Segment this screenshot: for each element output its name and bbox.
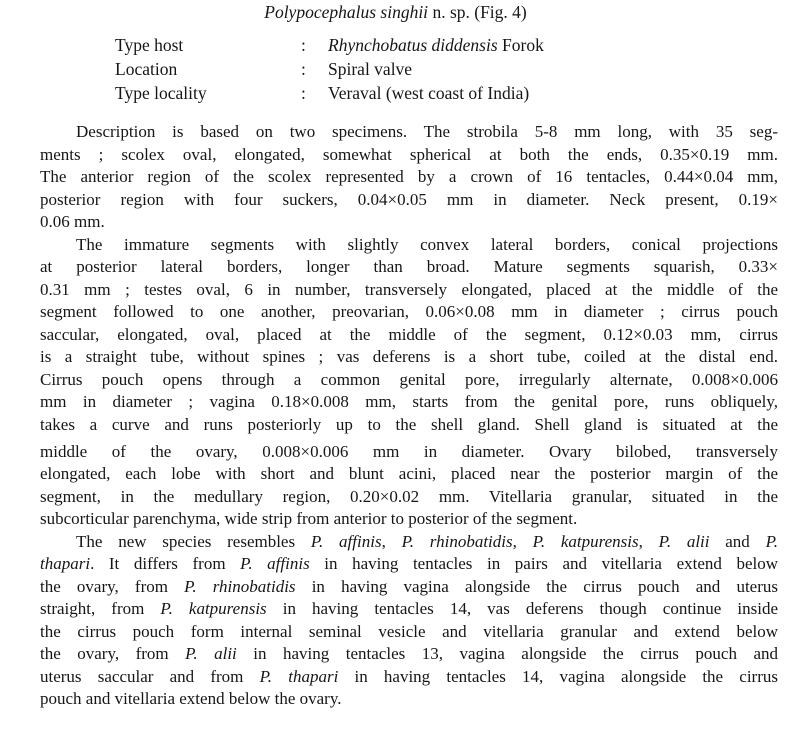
italic-taxon: P. affinis xyxy=(310,531,382,551)
text-line xyxy=(40,234,778,257)
host-author: Forok xyxy=(497,35,544,55)
location-row xyxy=(115,57,715,81)
text-line xyxy=(40,508,778,531)
heading-suffix: n. sp. (Fig. 4) xyxy=(428,2,527,22)
paragraph xyxy=(40,531,778,711)
type-host-row xyxy=(115,33,715,57)
text-segment: in having vagina alongside the cirrus pouch and uterus xyxy=(295,576,778,596)
type-locality-label: Type locality xyxy=(115,83,207,103)
text-segment: , xyxy=(638,531,659,551)
text-line xyxy=(40,391,778,414)
text-segment: segment followed to one another, preovarian, 0.06×0.08 mm in diameter ; cirrus pouch xyxy=(40,302,778,321)
text-line xyxy=(40,643,778,666)
text-segment: the cirrus pouch form internal seminal vesicle and vitellaria granular and extend below xyxy=(40,621,778,641)
italic-taxon: P. katpurensis xyxy=(160,599,267,618)
text-segment: The immature segments with slightly convex lateral borders, conical projections xyxy=(76,234,778,254)
host-species: Rhynchobatus diddensis xyxy=(328,35,498,55)
text-line xyxy=(40,301,778,324)
species-heading xyxy=(0,0,791,24)
text-line xyxy=(40,256,778,279)
text-segment: the ovary, from xyxy=(40,644,186,663)
text-segment: ments ; scolex oval, elongated, somewhat spherical at both the ends, 0.35×0.19 mm. xyxy=(40,144,778,164)
text-segment: Cirrus pouch opens through a common genital pore, irregularly alternate, 0.008×0.006 xyxy=(40,369,778,389)
italic-taxon: P. katpurensis xyxy=(532,531,639,551)
italic-taxon: P. alii xyxy=(185,644,237,663)
text-segment: straight, from xyxy=(40,599,161,618)
text-segment: , xyxy=(381,531,402,551)
text-line xyxy=(40,486,778,509)
text-segment: pouch and vitellaria extend below the ovary. xyxy=(40,689,342,708)
text-segment: the ovary, from xyxy=(40,576,185,596)
text-line xyxy=(40,553,778,576)
text-line xyxy=(40,531,778,554)
text-segment: 0.31 mm ; testes oval, 6 in number, transversely elongated, placed at the middle of the xyxy=(40,279,778,299)
text-line xyxy=(40,166,778,189)
text-line xyxy=(40,414,778,437)
text-segment: posterior region with four suckers, 0.04×0.05 mm in diameter. Neck present, 0.19× xyxy=(40,189,778,209)
species-name: Polypocephalus singhii xyxy=(264,2,429,22)
text-segment: 0.06 mm. xyxy=(40,212,105,231)
text-line xyxy=(40,324,778,347)
text-segment: The new species resembles xyxy=(76,531,311,551)
text-line xyxy=(40,688,778,711)
text-segment: in having tentacles 14, vagina alongside the cirrus xyxy=(338,666,778,686)
italic-taxon: P. affinis xyxy=(240,554,310,573)
text-line xyxy=(40,666,778,689)
colon: : xyxy=(301,83,306,103)
type-host-label: Type host xyxy=(115,35,184,55)
location-label: Location xyxy=(115,59,178,79)
text-line xyxy=(40,279,778,302)
text-segment: middle of the ovary, 0.008×0.006 mm in diameter. Ovary bilobed, transversely xyxy=(40,441,778,461)
text-segment: at posterior lateral borders, longer than broad. Mature segments squarish, 0.33× xyxy=(40,257,778,276)
text-line xyxy=(40,463,778,486)
text-line xyxy=(40,621,778,644)
italic-taxon: P. thapari xyxy=(259,666,339,686)
type-locality-value: Veraval (west coast of India) xyxy=(328,83,530,103)
text-segment: , xyxy=(512,531,533,551)
text-line xyxy=(40,369,778,392)
text-line xyxy=(40,441,778,464)
italic-taxon: P. rhinobatidis xyxy=(401,531,513,551)
text-segment: in having tentacles 13, vagina alongside the cirrus pouch and xyxy=(236,644,778,663)
text-segment: elongated, each lobe with short and blunt acini, placed near the posterior margin of the xyxy=(40,464,778,483)
italic-taxon: P. rhinobatidis xyxy=(184,576,296,596)
text-segment: and xyxy=(709,531,766,551)
text-segment: saccular, elongated, oval, placed at the middle of the segment, 0.12×0.03 mm, cirrus xyxy=(40,324,778,344)
text-segment: takes a curve and runs posteriorly up to the shell gland. Shell gland is situated at the xyxy=(40,414,778,434)
text-line xyxy=(40,144,778,167)
type-locality-row xyxy=(115,81,715,105)
text-segment: in having tentacles in pairs and vitellaria extend below xyxy=(309,554,778,573)
description-body xyxy=(40,121,778,711)
text-line xyxy=(40,189,778,212)
text-segment: segment, in the medullary region, 0.20×0.02 mm. Vitellaria granular, situated in the xyxy=(40,486,778,506)
location-value: Spiral valve xyxy=(328,59,413,79)
text-line xyxy=(40,211,778,234)
text-segment: mm in diameter ; vagina 0.18×0.008 mm, starts from the genital pore, runs obliquely, xyxy=(40,392,778,411)
paragraph xyxy=(40,121,778,234)
italic-taxon: P. alii xyxy=(658,531,710,551)
paragraph xyxy=(40,234,778,531)
text-segment: Description is based on two specimens. The strobila 5-8 mm long, with 35 seg- xyxy=(76,122,778,141)
italic-taxon: P. xyxy=(765,531,778,551)
text-line xyxy=(40,598,778,621)
italic-taxon: thapari xyxy=(40,554,91,573)
type-info-table xyxy=(115,33,715,105)
type-host-value xyxy=(328,33,544,57)
text-line xyxy=(40,576,778,599)
text-segment: The anterior region of the scolex represented by a crown of 16 tentacles, 0.44×0.04 mm, xyxy=(40,167,778,186)
text-segment: is a straight tube, without spines ; vas deferens is a short tube, coiled at the distal end. xyxy=(40,347,778,366)
text-segment: in having tentacles 14, vas deferens though continue inside xyxy=(266,599,778,618)
text-line xyxy=(40,346,778,369)
colon: : xyxy=(301,59,306,79)
text-segment: uterus saccular and from xyxy=(40,666,260,686)
colon: : xyxy=(301,35,306,55)
text-line xyxy=(40,121,778,144)
text-segment: . It differs from xyxy=(90,554,241,573)
text-segment: subcorticular parenchyma, wide strip from anterior to posterior of the segment. xyxy=(40,509,578,528)
